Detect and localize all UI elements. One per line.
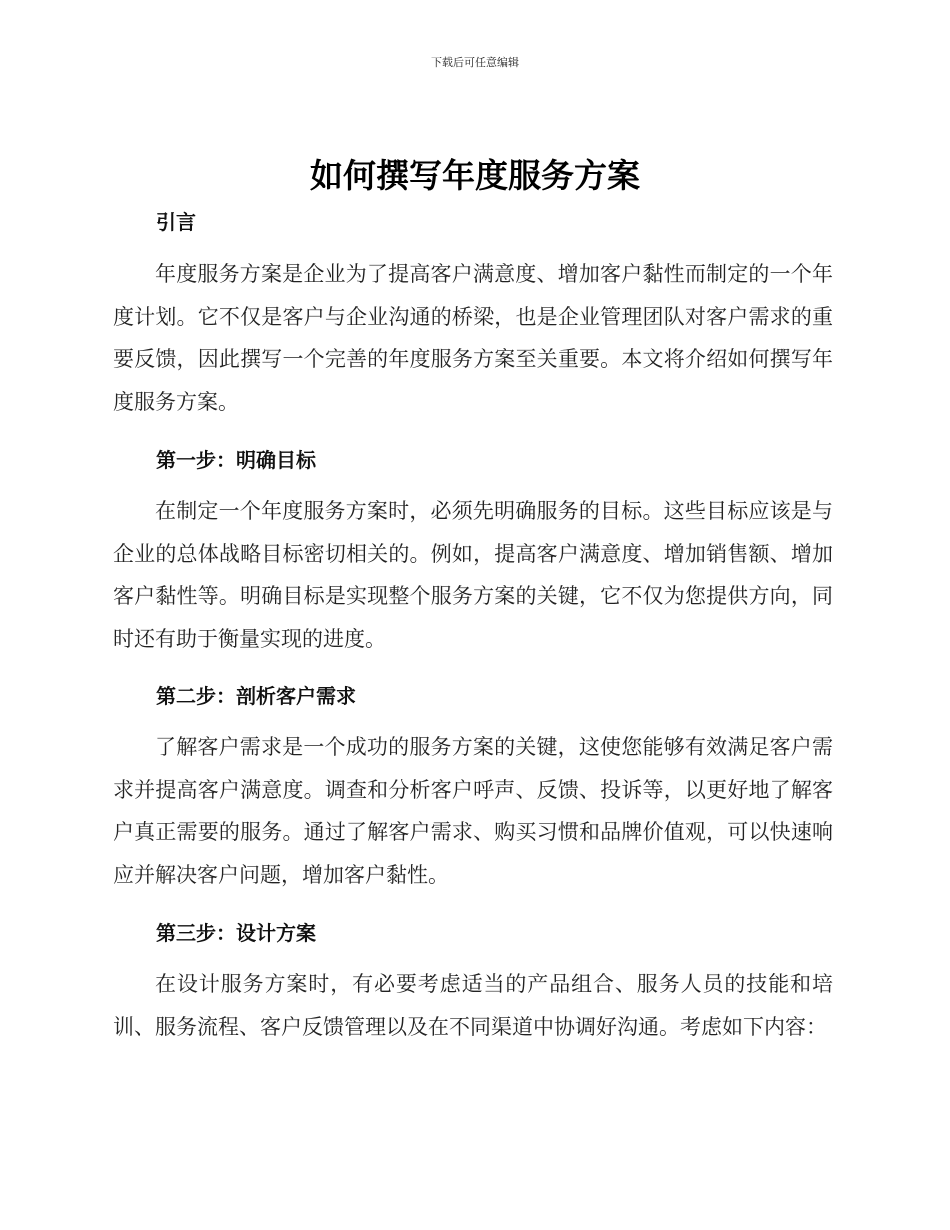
section-body-step-1: 在制定一个年度服务方案时，必须先明确服务的目标。这些目标应该是与企业的总体战略目标密切相关的。例如，提高客户满意度、增加销售额、增加客户黏性等。明确目标是实现整个服务方案的关键，它不仅为您提供方向，同时还有助于衡量实现的进度。: [113, 499, 833, 651]
section-body-intro: 年度服务方案是企业为了提高客户满意度、增加客户黏性而制定的一个年度计划。它不仅是客户与企业沟通的桥梁，也是企业管理团队对客户需求的重要反馈，因此撰写一个完善的年度服务方案至关重要。本文将介绍如何撰写年度服务方案。: [113, 262, 833, 414]
section-body-step-3: 在设计服务方案时，有必要考虑适当的产品组合、服务人员的技能和培训、服务流程、客户反馈管理以及在不同渠道中协调好沟通。考虑如下内容：: [113, 972, 833, 1039]
section-heading-step-2: 第二步：剖析客户需求: [156, 684, 356, 708]
section-body-step-2: 了解客户需求是一个成功的服务方案的关键，这使您能够有效满足客户需求并提高客户满意度。调查和分析客户呼声、反馈、投诉等，以更好地了解客户真正需要的服务。通过了解客户需求、购买习惯和品牌价值观，可以快速响应并解决客户问题，增加客户黏性。: [113, 735, 833, 887]
document-title: 如何撰写年度服务方案: [310, 156, 640, 195]
section-heading-intro: 引言: [156, 210, 196, 234]
section-heading-step-3: 第三步：设计方案: [156, 921, 316, 945]
header-note: 下载后可任意编辑: [431, 56, 519, 69]
section-heading-step-1: 第一步：明确目标: [156, 448, 316, 472]
